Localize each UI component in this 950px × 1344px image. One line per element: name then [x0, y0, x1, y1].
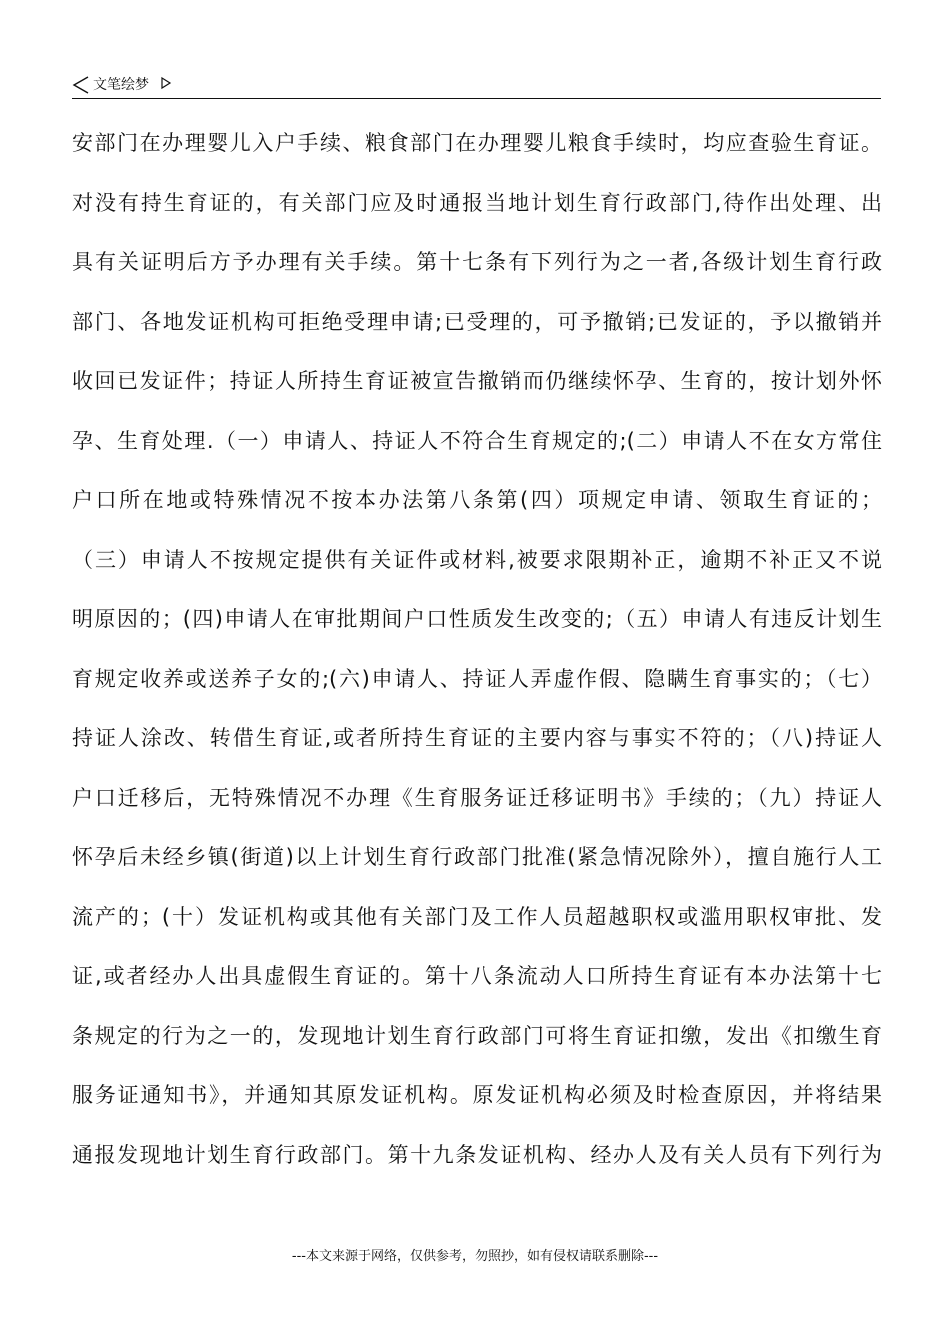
document-body [72, 122, 882, 1193]
body-line: 安部门在办理婴儿入户手续、粮食部门在办理婴儿粮食手续时，均应查验生育证。 [72, 131, 882, 155]
body-line: 育规定收养或送养子女的;(六)申请人、持证人弄虚作假、隐瞒生育事实的；（七） [72, 666, 882, 691]
body-line: 孕、生育处理.（一）申请人、持证人不符合生育规定的;(二）申请人不在女方常住 [72, 428, 882, 453]
body-line: 持证人涂改、转借生育证,或者所持生育证的主要内容与事实不符的；（八)持证人 [72, 726, 882, 750]
body-line: 具有关证明后方予办理有关手续。第十七条有下列行为之一者,各级计划生育行政 [72, 250, 882, 274]
body-line: 证,或者经办人出具虚假生育证的。第十八条流动人口所持生育证有本办法第十七 [72, 964, 882, 988]
body-line: 流产的；(十）发证机构或其他有关部门及工作人员超越职权或滥用职权审批、发 [72, 904, 882, 929]
body-line: 收回已发证件；持证人所持生育证被宣告撤销而仍继续怀孕、生育的，按计划外怀 [72, 369, 882, 393]
header-title: 文笔绘梦 [93, 77, 149, 93]
body-line: 服务证通知书》，并通知其原发证机构。原发证机构必须及时检查原因，并将结果 [72, 1083, 882, 1107]
body-line: 户口所在地或特殊情况不按本办法第八条第(四）项规定申请、领取生育证的； [72, 488, 882, 512]
body-line: 通报发现地计划生育行政部门。第十九条发证机构、经办人及有关人员有下列行为 [72, 1142, 882, 1167]
body-line: 条规定的行为之一的，发现地计划生育行政部门可将生育证扣缴，发出《扣缴生育 [72, 1023, 882, 1048]
header-divider [72, 98, 881, 99]
page-header [72, 74, 880, 98]
body-line: 对没有持生育证的，有关部门应及时通报当地计划生育行政部门,待作出处理、出 [72, 190, 882, 215]
body-line: 明原因的；(四)申请人在审批期间户口性质发生改变的;（五）申请人有违反计划生 [72, 607, 882, 631]
body-line: 怀孕后未经乡镇(街道)以上计划生育行政部门批准(紧急情况除外），擅自施行人工 [72, 845, 882, 869]
left-triangle-arrow-icon [72, 75, 90, 95]
body-line: 部门、各地发证机构可拒绝受理申请;已受理的，可予撤销;已发证的，予以撤销并 [72, 309, 882, 334]
right-triangle-arrow-icon [160, 75, 172, 89]
page-footer-disclaimer: ---本文来源于网络，仅供参考，勿照抄，如有侵权请联系删除--- [291, 1249, 659, 1264]
body-line: （三）申请人不按规定提供有关证件或材料,被要求限期补正，逾期不补正又不说 [72, 547, 882, 572]
body-line: 户口迁移后，无特殊情况不办理《生育服务证迁移证明书》手续的；（九）持证人 [72, 785, 882, 810]
